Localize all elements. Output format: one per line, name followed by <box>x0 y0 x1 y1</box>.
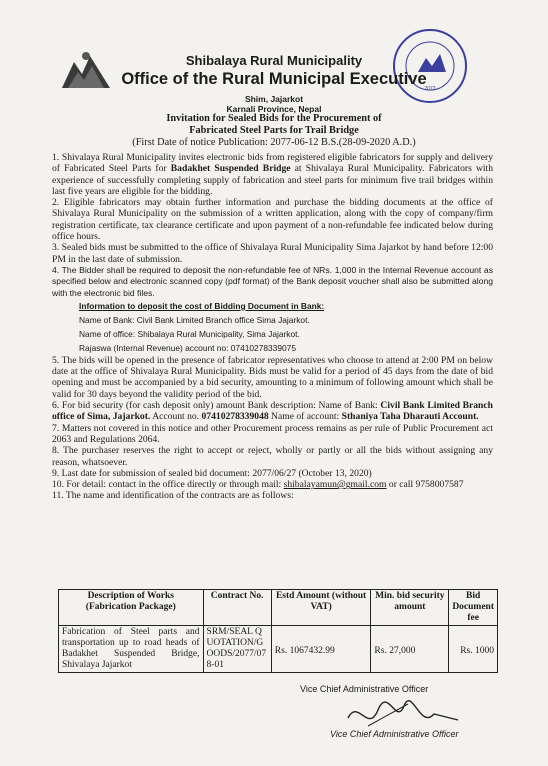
cell-contract-no: SRM/SEAL QUOTATION/GOODS/2077/078-01 <box>203 626 271 673</box>
col-contract-no: Contract No. <box>203 590 271 626</box>
address-line-1: Shim, Jajarkot <box>244 94 304 104</box>
clause-10: 10. For detail: contact in the office directly or through mail: shibalayamun@gmail.com or call 9758007587 <box>52 479 464 491</box>
table-header-row <box>59 590 498 626</box>
col-description: Description of Works (Fabrication Package) <box>59 590 204 626</box>
bank-info-heading: Information to deposit the cost of Bidding Document in Bank: <box>79 300 325 311</box>
col-document-fee: Bid Document fee <box>449 590 498 626</box>
clause-2: 2. Eligible fabricators may obtain further information and purchase the bidding documents at the office of Shivalaya Rural Municipality on the submission of a written application, along with the copy of company/firm registration certificate, tax clearance certificate and upon payment of a non-refundable fee indicated below during office hours. <box>52 197 493 243</box>
bank-office: Name of office: Shibalaya Rural Municipality, Sima Jajarkot. <box>79 328 300 339</box>
clause-11: 11. The name and identification of the contracts are as follows: <box>52 490 294 502</box>
contact-email-link[interactable]: shibalayamun@gmail.com <box>283 479 387 491</box>
seal-year: 2073 <box>424 86 436 92</box>
col-bid-security: Min. bid security amount <box>371 590 449 626</box>
clause-5: 5. The bids will be opened in the presence of fabricator representatives who choose to attend at 2:00 PM on below date at the office of Shivalaya Rural Municipality. Bids must be valid for a period of 45 days from the date of bid opening and must be accompanied by a bid security, amounting to a minimum of following amount which shall be valid for 30 days beyond the validity period of the bid. <box>52 354 493 400</box>
address-line-2: Karnali Province, Nepal <box>226 104 322 114</box>
clause-7: 7. Matters not covered in this notice and other Procurement process remains as per rule of Public Procurement act 2063 and Regulations 2064. <box>52 422 493 445</box>
col-estd-amount: Estd Amount (without VAT) <box>271 590 371 626</box>
clause-9: 9. Last date for submission of sealed bid document: 2077/06/27 (October 13, 2020) <box>52 467 372 479</box>
letterhead <box>0 54 548 114</box>
cell-estd-amount: Rs. 1067432.99 <box>271 626 371 673</box>
bank-info <box>52 299 493 355</box>
notice-title-2: Fabricated Steel Parts for Trail Bridge <box>189 125 359 136</box>
clause-6: 6. For bid security (for cash deposit only) amount Bank description: Name of Bank: Civil Bank Limited Branch office of Sima, Jajarkot. Account no. 07410278339048 Name of account: Sthaniya Taha Dharauti Account. <box>52 400 493 423</box>
notice-title-1: Invitation for Sealed Bids for the Procurement of <box>166 113 382 124</box>
clause-1: 1. Shivalaya Rural Municipality invites electronic bids from registered eligible fabricators for supply and delivery of Fabricated Steel Parts for Badakhet Suspended Bridge at Shivalaya Rural Municipality. Fabricators with experience of successfully completing supply of fabrication and steel parts for minimum five trail bridges within last five years are eligible for the bidding. <box>52 152 494 197</box>
table-row <box>59 626 498 673</box>
publication-date: (First Date of notice Publication: 2077-06-12 B.S.(28-09-2020 A.D.) <box>132 137 416 148</box>
cell-bid-security: Rs. 27,000 <box>371 626 449 673</box>
municipality-name: Shibalaya Rural Municipality <box>185 53 363 68</box>
signature-stamp-text: Vice Chief Administrative Officer <box>330 729 459 739</box>
notice-body <box>52 152 493 502</box>
contracts-table <box>58 589 498 673</box>
clause-8: 8. The purchaser reserves the right to accept or reject, wholly or partly or all the bids without assigning any reason, whatsoever. <box>52 445 493 468</box>
bank-account: Rajaswa (Internal Revenue) account no: 07410278339075 <box>79 342 296 353</box>
office-name: Office of the Rural Municipal Executive <box>121 70 427 88</box>
clause-3: 3. Sealed bids must be submitted to the office of Shivalaya Rural Municipality Sima Jajarkot by hand before 12:00 PM in the last date of submission. <box>52 242 493 265</box>
bank-name: Name of Bank: Civil Bank Limited Branch office Sima Jajarkot. <box>79 314 310 325</box>
cell-document-fee: Rs. 1000 <box>449 626 498 673</box>
clause-4: 4. The Bidder shall be required to deposit the non-refundable fee of NRs. 1,000 in the Internal Revenue account as specified below and electronic scanned copy (pdf format) of the Bank deposit voucher shall also be submitted along with the electronic bid files. <box>52 264 493 298</box>
cell-description: Fabrication of Steel parts and transportation up to road heads of Badakhet Suspended Bridge, Shivalaya Jajarkot <box>59 626 204 673</box>
signatory-title: Vice Chief Administrative Officer <box>300 684 429 694</box>
